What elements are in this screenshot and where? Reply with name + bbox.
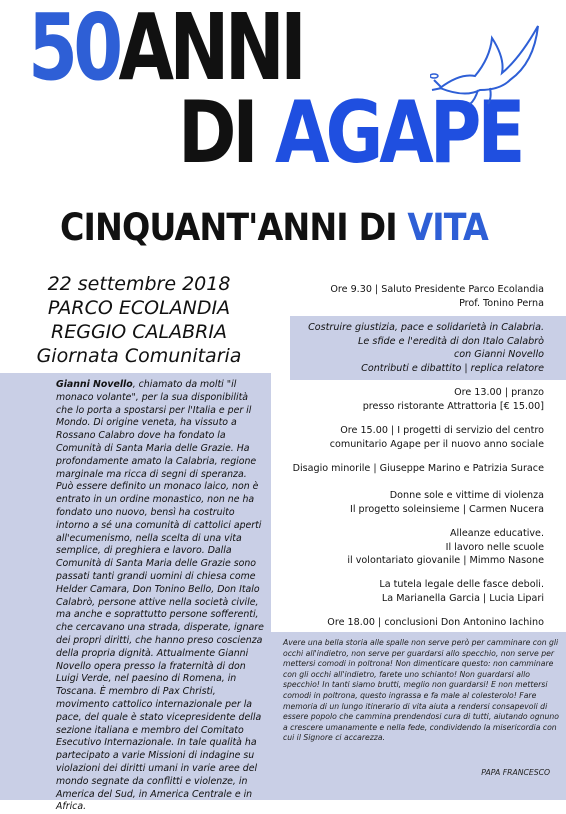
event-info [18, 272, 260, 368]
bio-body: , chiamato da molti "il monaco volante", per la sua disponibilità che lo porta a spostarsi per l'Italia e per il Mondo. Di origine veneta, ha vissuto a Rossano Calabro dove ha fondato la Comunità di Santa Maria delle Grazie. Ha profondamente amato la Calabria, regione marginale ma ricca di segni di speranza. Può essere definito un monaco laico, non è entrato in un ordine monastico, non ne ha fondato uno nuovo, bensì ha costruito intorno a sé una comunità di cattolici aperti all'ecumenismo, nella scelta di una vita semplice, di preghiera e lavoro. Dalla Comunità di Santa Maria delle Grazie sono passati tanti grandi uomini di chiesa come Helder Camara, Don Tonino Bello, Don Italo Calabrò, persone attive nella società civile, ma anche e soprattutto persone sofferenti, che cercavano una strada, disperate, ignare dei propri diritti, che hanno preso coscienza della propria dignità. Attualmente Gianni Novello opera presso la fraternità di don Luigi Verde, nel paesino di Romena, in Toscana. È membro di Pax Christi, movimento cattolico internazionale per la pace, del quale è stato vicepresidente della sezione italiana e membro del Comitato Esecutivo Internazionale. In tale qualità ha partecipato a varie Missioni di indagine su violazioni dei diritti umani in varie aree del mondo segnate da conflitti e violenze, in America del Sud, in America Centrale e in Africa. [56, 379, 264, 813]
program-line: con Gianni Novello [454, 349, 544, 361]
dove-icon [430, 18, 545, 108]
event-type: Giornata Comunitaria [36, 345, 242, 367]
bio-box [0, 373, 271, 813]
program-line: Il lavoro nelle scuole [445, 541, 544, 553]
quote-author: PAPA FRANCESCO [481, 768, 550, 777]
program-item [363, 386, 544, 413]
title-di: DI [178, 83, 255, 183]
title-anni: ANNI [118, 0, 303, 101]
program-line: Alleanze educative. [449, 528, 544, 539]
subtitle-vita: VITA [407, 206, 488, 249]
program-item [350, 489, 544, 516]
quote-box [271, 632, 566, 800]
title-number: 50 [28, 0, 119, 101]
program-item [330, 283, 544, 310]
program-item [327, 616, 544, 630]
quote-text: Avere una bella storia alle spalle non serve però per camminare con gli occhi all'indietro, non serve per guardarsi allo specchio, non serve per mettersi comodi in poltrona! Non dimenticare questo: non camminare con gli occhi all'indietro, farete uno schianto! Non guardarsi allo specchio! In tanti siamo brutti, meglio non guardarsi! E non mettersi comodi in poltrona, questo ingrassa e fa male al colesterolo! Fare memoria di un lungo itinerario di vita aiuta a rendersi consapevoli di essere popolo che cammina prendendosi cura di tutti, aiutando ognuno a crescere umanamente e nella fede, condividendo la misericordia con cui il Signore ci accarezza. [283, 638, 559, 743]
bio-name: Gianni Novello [56, 379, 133, 390]
bio-text [56, 379, 264, 814]
title-agape: AGAPE [275, 83, 522, 183]
event-city: REGGIO CALABRIA [51, 321, 227, 343]
program-item [293, 462, 544, 476]
program-line: presso ristorante Attrattoria [€ 15.00] [362, 400, 544, 412]
program-line: il volontariato giovanile | Mimmo Nasone [347, 555, 544, 567]
subtitle-main: CINQUANT'ANNI DI [60, 206, 408, 249]
program-line: Ore 18.00 | conclusioni Don Antonino Iachino [327, 617, 544, 628]
event-date: 22 settembre 2018 [47, 273, 231, 295]
program-line: La Marianella Garcia | Lucia Lipari [381, 592, 544, 604]
title-50-anni [28, 0, 303, 101]
program-item [330, 424, 544, 451]
program-line: Costruire giustizia, pace e solidarietà in Calabria. [308, 322, 544, 333]
program-line: Ore 13.00 | pranzo [454, 387, 544, 398]
event-place: PARCO ECOLANDIA [47, 297, 231, 319]
program-line: Il progetto soleinsieme | Carmen Nucera [350, 503, 544, 515]
program-line: Prof. Tonino Perna [459, 297, 544, 309]
program-item [308, 321, 544, 375]
program-line: Disagio minorile | Giuseppe Marino e Patrizia Surace [292, 463, 544, 474]
program-line: Donne sole e vittime di violenza [389, 490, 544, 501]
program-line: Le sfide e l'eredità di don Italo Calabrò [358, 335, 544, 347]
program-line: Ore 15.00 | I progetti di servizio del centro [340, 425, 544, 436]
subtitle [60, 206, 488, 249]
program-item [379, 578, 544, 605]
program-line: Contributi e dibattito | replica relatore [361, 362, 544, 374]
program-line: Ore 9.30 | Saluto Presidente Parco Ecolandia [330, 284, 544, 295]
program-line: La tutela legale delle fasce deboli. [379, 579, 544, 590]
program-line: comunitario Agape per il nuovo anno sociale [329, 438, 544, 450]
program-item [347, 527, 544, 568]
